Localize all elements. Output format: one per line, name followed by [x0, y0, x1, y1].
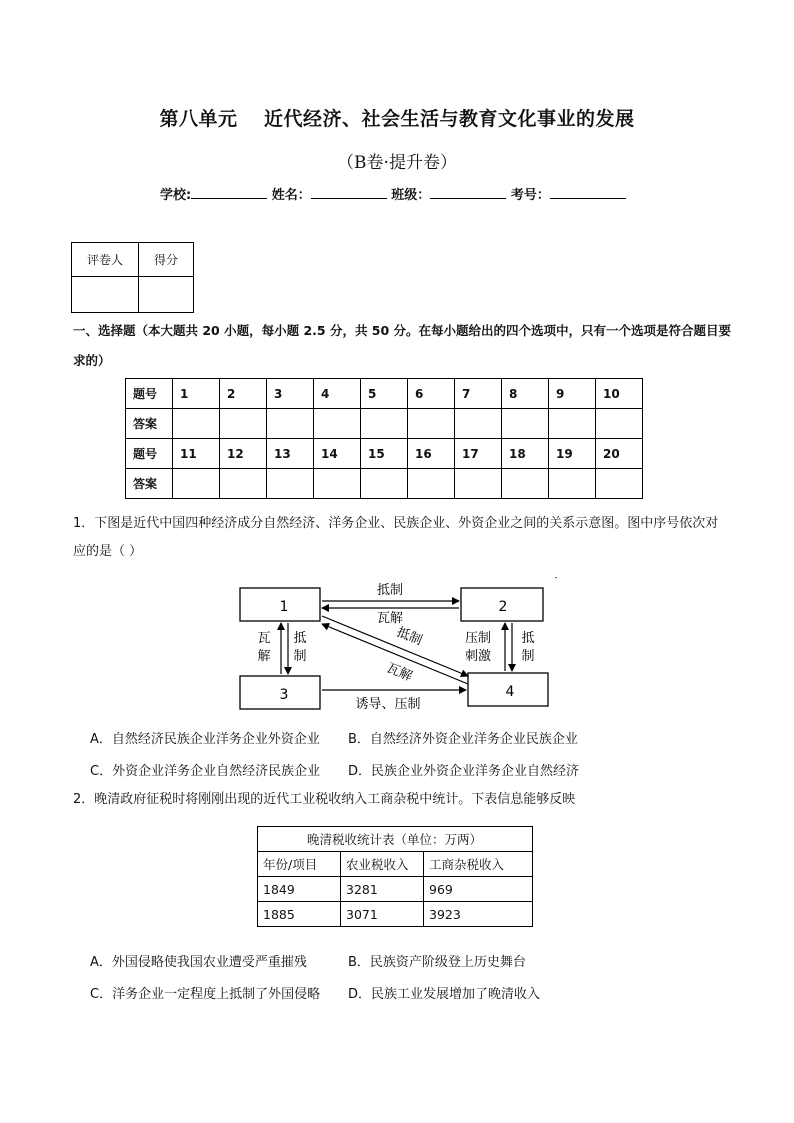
label-left-b2: 制: [293, 649, 307, 664]
diagram-box-3-label: 3: [279, 687, 289, 703]
answer-cell[interactable]: [502, 409, 549, 439]
q1-option-b[interactable]: B．自然经济外资企业洋务企业民族企业: [348, 732, 578, 747]
row-label-ans: 答案: [126, 409, 173, 439]
tax-header-agri: 农业税收入: [341, 852, 424, 877]
economy-relation-diagram: [230, 572, 560, 720]
answer-cell[interactable]: [455, 409, 502, 439]
question-number: 7: [455, 379, 502, 409]
question-number: 14: [314, 439, 361, 469]
label-left-a2: 解: [257, 649, 271, 664]
question-number: 10: [596, 379, 643, 409]
stray-mark: -: [554, 573, 558, 582]
label-diag-b: 瓦解: [384, 660, 415, 685]
tax-table-caption: 晚清税收统计表（单位：万两）: [258, 827, 533, 852]
question-number: 6: [408, 379, 455, 409]
question-number: 13: [267, 439, 314, 469]
q1-option-a[interactable]: A．自然经济民族企业洋务企业外资企业: [90, 732, 320, 747]
tax-cell: 3281: [341, 877, 424, 902]
row-label-ans: 答案: [126, 469, 173, 499]
label-diag-a: 抵制: [394, 624, 425, 649]
answer-cell[interactable]: [267, 409, 314, 439]
exam-no-label: 考号：: [510, 188, 550, 203]
question-number: 18: [502, 439, 549, 469]
q2-option-a[interactable]: A．外国侵略使我国农业遭受严重摧残: [90, 955, 307, 970]
q2-option-d[interactable]: D．民族工业发展增加了晚清收入: [348, 987, 541, 1002]
score-box: [71, 242, 194, 313]
question-1-stem: 1．下图是近代中国四种经济成分自然经济、洋务企业、民族企业、外资企业之间的关系示意图。图中序号依次对应的是（ ）: [73, 516, 719, 559]
answer-cell[interactable]: [314, 409, 361, 439]
answer-cell[interactable]: [361, 469, 408, 499]
answer-cell[interactable]: [549, 469, 596, 499]
label-top-upper: 抵制: [376, 583, 404, 598]
question-number: 3: [267, 379, 314, 409]
question-number: 16: [408, 439, 455, 469]
question-number: 15: [361, 439, 408, 469]
q2-option-b[interactable]: B．民族资产阶级登上历史舞台: [348, 955, 526, 970]
answer-cell[interactable]: [220, 409, 267, 439]
label-right-a2: 刺激: [464, 649, 492, 664]
diagram-box-1-label: 1: [279, 599, 289, 615]
q2-option-c[interactable]: C．洋务企业一定程度上抵制了外国侵略: [90, 987, 321, 1002]
q1-option-c[interactable]: C．外资企业洋务企业自然经济民族企业: [90, 764, 321, 779]
question-number: 9: [549, 379, 596, 409]
school-field[interactable]: [191, 186, 267, 199]
tax-header-commerce: 工商杂税收入: [424, 852, 533, 877]
grader-header: 评卷人: [72, 243, 139, 277]
label-left-a: 瓦: [257, 631, 271, 646]
question-number: 2: [220, 379, 267, 409]
answer-table: [125, 378, 643, 499]
label-right-a1: 压制: [464, 631, 492, 646]
q1-option-d[interactable]: D．民族企业外资企业洋务企业自然经济: [348, 764, 580, 779]
answer-cell[interactable]: [220, 469, 267, 499]
answer-cell[interactable]: [596, 409, 643, 439]
label-left-b: 抵: [293, 631, 307, 646]
tax-statistics-table: [257, 826, 533, 927]
question-number: 4: [314, 379, 361, 409]
class-field[interactable]: [430, 186, 506, 199]
tax-cell: 969: [424, 877, 533, 902]
question-number: 19: [549, 439, 596, 469]
question-2-stem: 2．晚清政府征税时将刚刚出现的近代工业税收纳入工商杂税中统计。下表信息能够反映: [73, 792, 576, 807]
answer-cell[interactable]: [596, 469, 643, 499]
question-number: 11: [173, 439, 220, 469]
table-row: [258, 877, 533, 902]
question-number: 1: [173, 379, 220, 409]
tax-header-year: 年份/项目: [258, 852, 341, 877]
question-number: 20: [596, 439, 643, 469]
answer-cell[interactable]: [173, 409, 220, 439]
answer-cell[interactable]: [408, 409, 455, 439]
answer-cell[interactable]: [314, 469, 361, 499]
answer-cell[interactable]: [173, 469, 220, 499]
table-row: [258, 902, 533, 927]
diagram-box-4-label: 4: [505, 684, 515, 700]
answer-cell[interactable]: [408, 469, 455, 499]
question-number: 17: [455, 439, 502, 469]
page-title: 第八单元 近代经济、社会生活与教育文化事业的发展: [159, 108, 635, 130]
section-heading: 一、选择题（本大题共 20 小题，每小题 2.5 分，共 50 分。在每小题给出的四个选项中，只有一个选项是符合题目要求的）: [73, 323, 732, 368]
class-label: 班级：: [391, 188, 431, 203]
grader-cell[interactable]: [72, 277, 139, 313]
answer-cell[interactable]: [502, 469, 549, 499]
label-bottom: 诱导、压制: [355, 697, 421, 712]
answer-cell[interactable]: [549, 409, 596, 439]
tax-cell: 1849: [258, 877, 341, 902]
answer-cell[interactable]: [455, 469, 502, 499]
diagram-box-2-label: 2: [498, 599, 508, 615]
row-label-num: 题号: [126, 439, 173, 469]
question-number: 8: [502, 379, 549, 409]
score-header: 得分: [139, 243, 194, 277]
label-right-b2: 制: [521, 649, 535, 664]
tax-cell: 1885: [258, 902, 341, 927]
label-right-b1: 抵: [521, 631, 535, 646]
question-number: 12: [220, 439, 267, 469]
answer-cell[interactable]: [267, 469, 314, 499]
page-subtitle: （B卷·提升卷）: [337, 153, 457, 173]
answer-cell[interactable]: [361, 409, 408, 439]
score-cell[interactable]: [139, 277, 194, 313]
label-top-lower: 瓦解: [376, 611, 404, 626]
school-label: 学校:: [160, 188, 192, 203]
question-number: 5: [361, 379, 408, 409]
tax-cell: 3923: [424, 902, 533, 927]
student-info-line: [160, 184, 626, 203]
name-field[interactable]: [311, 186, 387, 199]
tax-cell: 3071: [341, 902, 424, 927]
exam-no-field[interactable]: [550, 186, 626, 199]
row-label-num: 题号: [126, 379, 173, 409]
name-label: 姓名：: [271, 188, 311, 203]
